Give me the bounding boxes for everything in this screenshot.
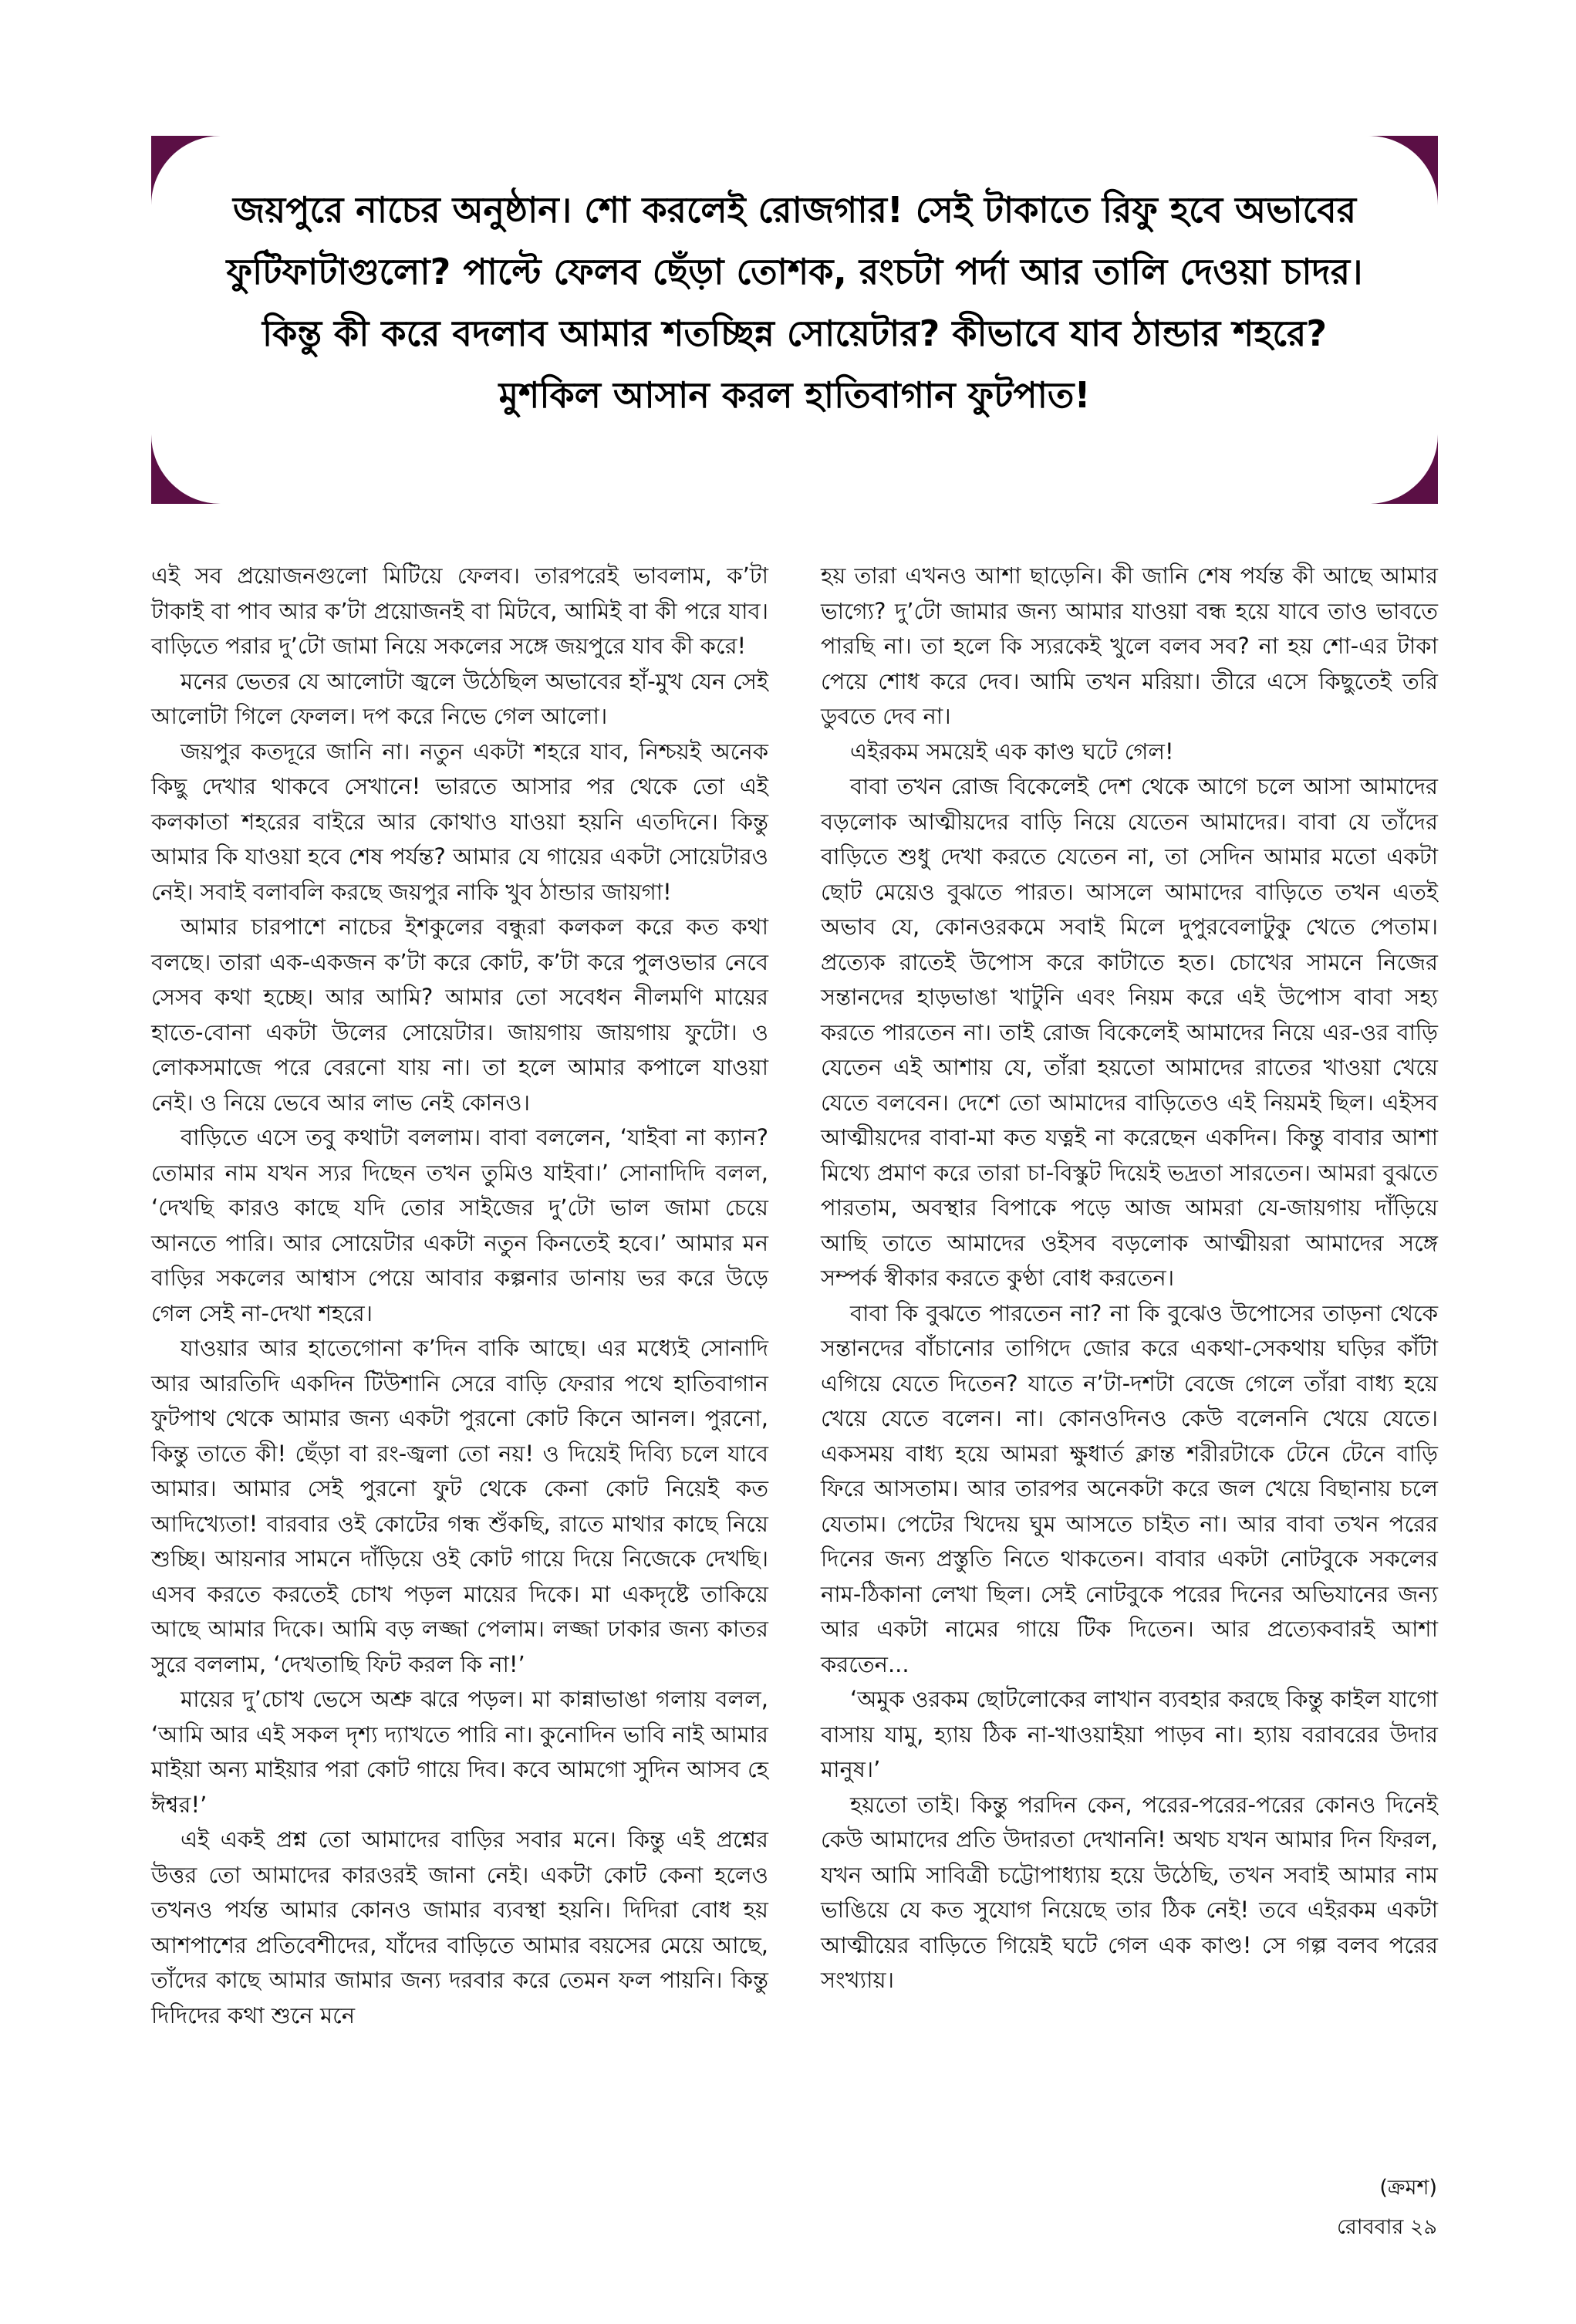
paragraph: বাবা তখন রোজ বিকেলেই দেশ থেকে আগে চলে আসা আমাদের বড়লোক আত্মীয়দের বাড়ি নিয়ে যেতেন আমাদের। বাবা যে তাঁদের বাড়িতে শুধু দেখা করতে যেতেন না, তা সেদিন আমার মতো একটা ছোট মেয়েও বুঝতে পারত। আসলে আমাদের বাড়িতে তখন এতই অভাব যে, কোনওরকমে সবাই মিলে দুপুরবেলাটুকু খেতে পেতাম। প্রত্যেক রাতেই উপোস করে কাটাতে হত। চোখের সামনে নিজের সন্তানদের হাড়ভাঙা খাটুনি এবং নিয়ম করে এই উপোস বাবা সহ্য করতে পারতেন না। তাই রোজ বিকেলেই আমাদের নিয়ে এর-ওর বাড়ি যেতেন এই আশায় যে, তাঁরা হয়তো আমাদের রাতের খাওয়া খেয়ে যেতে বলবেন। দেশে তো আমাদের বাড়িতেও এই নিয়মই ছিল। এইসব আত্মীয়দের বাবা-মা কত যত্নই না করেছেন একদিন। কিন্তু বাবার আশা মিথ্যে প্রমাণ করে তারা চা-বিস্কুট দিয়েই ভদ্রতা সারতেন। আমরা বুঝতে পারতাম, অবস্থার বিপাকে পড়ে আজ আমরা যে-জায়গায় দাঁড়িয়ে আছি তাতে আমাদের ওইসব বড়লোক আত্মীয়রা আমাদের সঙ্গে সম্পর্ক স্বীকার করতে কুণ্ঠা বোধ করতেন।: [821, 773, 1438, 1291]
paragraph: হয়তো তাই। কিন্তু পরদিন কেন, পরের-পরের-পরের কোনও দিনেই কেউ আমাদের প্রতি উদারতা দেখাননি! অথচ যখন আমার দিন ফিরল, যখন আমি সাবিত্রী চট্টোপাধ্যায় হয়ে উঠেছি, তখন সবাই আমার নাম ভাঙিয়ে যে কত সুযোগ নিয়েছে তার ঠিক নেই! তবে এইরকম একটা আত্মীয়ের বাড়িতে গিয়েই ঘটে গেল এক কাণ্ড! সে গল্প বলব পরের সংখ্যায়।: [821, 1791, 1438, 1993]
paragraph: আমার চারপাশে নাচের ইশকুলের বন্ধুরা কলকল করে কত কথা বলছে। তারা এক-একজন ক’টা করে কোট, ক’টা করে পুলওভার নেবে সেসব কথা হচ্ছে। আর আমি? আমার তো সবেধন নীলমণি মায়ের হাতে-বোনা একটা উলের সোয়েটার। জায়গায় জায়গায় ফুটো। ও লোকসমাজে পরে বেরনো যায় না। তা হলে আমার কপালে যাওয়া নেই। ও নিয়ে ভেবে আর লাভ নেই কোনও।: [151, 914, 768, 1116]
paragraph: এইরকম সময়েই এক কাণ্ড ঘটে গেল!: [850, 738, 1174, 765]
continuation-note: (ক্রমশ): [1379, 2176, 1437, 2200]
paragraph: জয়পুর কতদূরে জানি না। নতুন একটা শহরে যাব, নিশ্চয়ই অনেক কিছু দেখার থাকবে সেখানে! ভারতে আসার পর থেকে তো এই কলকাতা শহরের বাইরে আর কোথাও যাওয়া হয়নি এতদিনে। কিন্তু আমার কি যাওয়া হবে শেষ পর্যন্ত? আমার যে গায়ের একটা সোয়েটারও নেই। সবাই বলাবলি করছে জয়পুর নাকি খুব ঠান্ডার জায়গা!: [151, 738, 768, 905]
pull-quote-box: [151, 136, 1438, 504]
pull-quote-text: জয়পুরে নাচের অনুষ্ঠান। শো করলেই রোজগার! সেই টাকাতে রিফু হবে অভাবের ফুটিফাটাগুলো? পাল্টে ফেলব ছেঁড়া তোশক, রংচটা পর্দা আর তালি দেওয়া চাদর। কিন্তু কী করে বদলাব আমার শতচ্ছিন্ন সোয়েটার? কীভাবে যাব ঠান্ডার শহরে? মুশকিল আসান করল হাতিবাগান ফুটপাত!: [226, 189, 1363, 416]
paragraph: মনের ভেতর যে আলোটা জ্বলে উঠেছিল অভাবের হাঁ-মুখ যেন সেই আলোটা গিলে ফেলল। দপ করে নিভে গেল আলো।: [151, 667, 768, 729]
paragraph: ‘অমুক ওরকম ছোটলোকের লাখান ব্যবহার করছে কিন্তু কাইল যাগো বাসায় যামু, হ্যায় ঠিক না-খাওয়াইয়া পাড়ব না। হ্যায় বরাবরের উদার মানুষ।’: [821, 1686, 1438, 1782]
article-body: [151, 559, 1438, 2148]
paragraph: এই একই প্রশ্ন তো আমাদের বাড়ির সবার মনে। কিন্তু এই প্রশ্নের উত্তর তো আমাদের কারওরই জানা নেই। একটা কোট কেনা হলেও তখনও পর্যন্ত আমার কোনও জামার ব্যবস্থা হয়নি। দিদিরা বোধ হয় আশপাশের প্রতিবেশীদের, যাঁদের বাড়িতে আমার বয়সের মেয়ে আছে, তাঁদের কাছে আমার জামার জন্য দরবার করে তেমন ফল পায়নি। কিন্তু দিদিদের কথা শুনে মনে: [151, 1826, 768, 2028]
right-column: [821, 559, 1438, 1998]
paragraph: মায়ের দু’চোখ ভেসে অশ্রু ঝরে পড়ল। মা কান্নাভাঙা গলায় বলল, ‘আমি আর এই সকল দৃশ্য দ্যাখতে পারি না। কুনোদিন ভাবি নাই আমার মাইয়া অন্য মাইয়ার পরা কোট গায়ে দিব। কবে আমগো সুদিন আসব হে ঈশ্বর!’: [151, 1686, 768, 1818]
corner-ornament-top-left: [151, 136, 221, 205]
corner-ornament-bottom-right: [1368, 434, 1438, 504]
corner-ornament-top-right: [1368, 136, 1438, 205]
paragraph: যাওয়ার আর হাতেগোনা ক’দিন বাকি আছে। এর মধ্যেই সোনাদি আর আরতিদি একদিন টিউশানি সেরে বাড়ি ফেরার পথে হাতিবাগান ফুটপাথ থেকে আমার জন্য একটা পুরনো কোট কিনে আনল। পুরনো, কিন্তু তাতে কী! ছেঁড়া বা রং-জ্বলা তো নয়! ও দিয়েই দিব্যি চলে যাবে আমার। আমার সেই পুরনো ফুট থেকে কেনা কোট নিয়েই কত আদিখ্যেতা! বারবার ওই কোটের গন্ধ শুঁকছি, রাতে মাথার কাছে নিয়ে শুচ্ছি। আয়নার সামনে দাঁড়িয়ে ওই কোট গায়ে দিয়ে নিজেকে দেখছি। এসব করতে করতেই চোখ পড়ল মায়ের দিকে। মা একদৃষ্টে তাকিয়ে আছে আমার দিকে। আমি বড় লজ্জা পেলাম। লজ্জা ঢাকার জন্য কাতর সুরে বললাম, ‘দেখতাছি ফিট করল কি না!’: [151, 1335, 768, 1677]
paragraph: বাবা কি বুঝতে পারতেন না? না কি বুঝেও উপোসের তাড়না থেকে সন্তানদের বাঁচানোর তাগিদে জোর করে একথা-সেকথায় ঘড়ির কাঁটা এগিয়ে যেতে দিতেন? যাতে ন’টা-দশটা বেজে গেলে তাঁরা বাধ্য হয়ে খেয়ে যেতে বলেন। না। কোনওদিনও কেউ বলেননি খেয়ে যেতে। একসময় বাধ্য হয়ে আমরা ক্ষুধার্ত ক্লান্ত শরীরটাকে টেনে টেনে বাড়ি ফিরে আসতাম। আর তারপর অনেকটা করে জল খেয়ে বিছানায় চলে যেতাম। পেটের খিদেয় ঘুম আসতে চাইত না। আর বাবা তখন পরের দিনের জন্য প্রস্তুতি নিতে থাকতেন। বাবার একটা নোটবুকে সকলের নাম-ঠিকানা লেখা ছিল। সেই নোটবুকে পরের দিনের অভিযানের জন্য আর একটা নামের গায়ে টিক দিতেন। আর প্রত্যেকবারই আশা করতেন...: [821, 1299, 1438, 1677]
paragraph: এই সব প্রয়োজনগুলো মিটিয়ে ফেলব। তারপরেই ভাবলাম, ক’টা টাকাই বা পাব আর ক’টা প্রয়োজনই বা মিটবে, আমিই বা কী পরে যাব। বাড়িতে পরার দু’টো জামা নিয়ে সকলের সঙ্গে জয়পুরে যাব কী করে!: [151, 562, 768, 659]
page-footer: রোববার ২৯: [1336, 2215, 1437, 2239]
left-column: [151, 559, 768, 2033]
paragraph: হয় তারা এখনও আশা ছাড়েনি। কী জানি শেষ পর্যন্ত কী আছে আমার ভাগ্যে? দু’টো জামার জন্য আমার যাওয়া বন্ধ হয়ে যাবে তাও ভাবতে পারছি না। তা হলে কি স্যরকেই খুলে বলব সব? না হয় শো-এর টাকা পেয়ে শোধ করে দেব। আমি তখন মরিয়া। তীরে এসে কিছুতেই তরি ডুবতে দেব না।: [821, 562, 1438, 729]
corner-ornament-bottom-left: [151, 434, 221, 504]
paragraph: বাড়িতে এসে তবু কথাটা বললাম। বাবা বললেন, ‘যাইবা না ক্যান? তোমার নাম যখন স্যর দিছেন তখন তুমিও যাইবা।’ সোনাদিদি বলল, ‘দেখছি কারও কাছে যদি তোর সাইজের দু’টো ভাল জামা চেয়ে আনতে পারি। আর সোয়েটার একটা নতুন কিনতেই হবে।’ আমার মন বাড়ির সকলের আশ্বাস পেয়ে আবার কল্পনার ডানায় ভর করে উড়ে গেল সেই না-দেখা শহরে।: [151, 1124, 768, 1326]
